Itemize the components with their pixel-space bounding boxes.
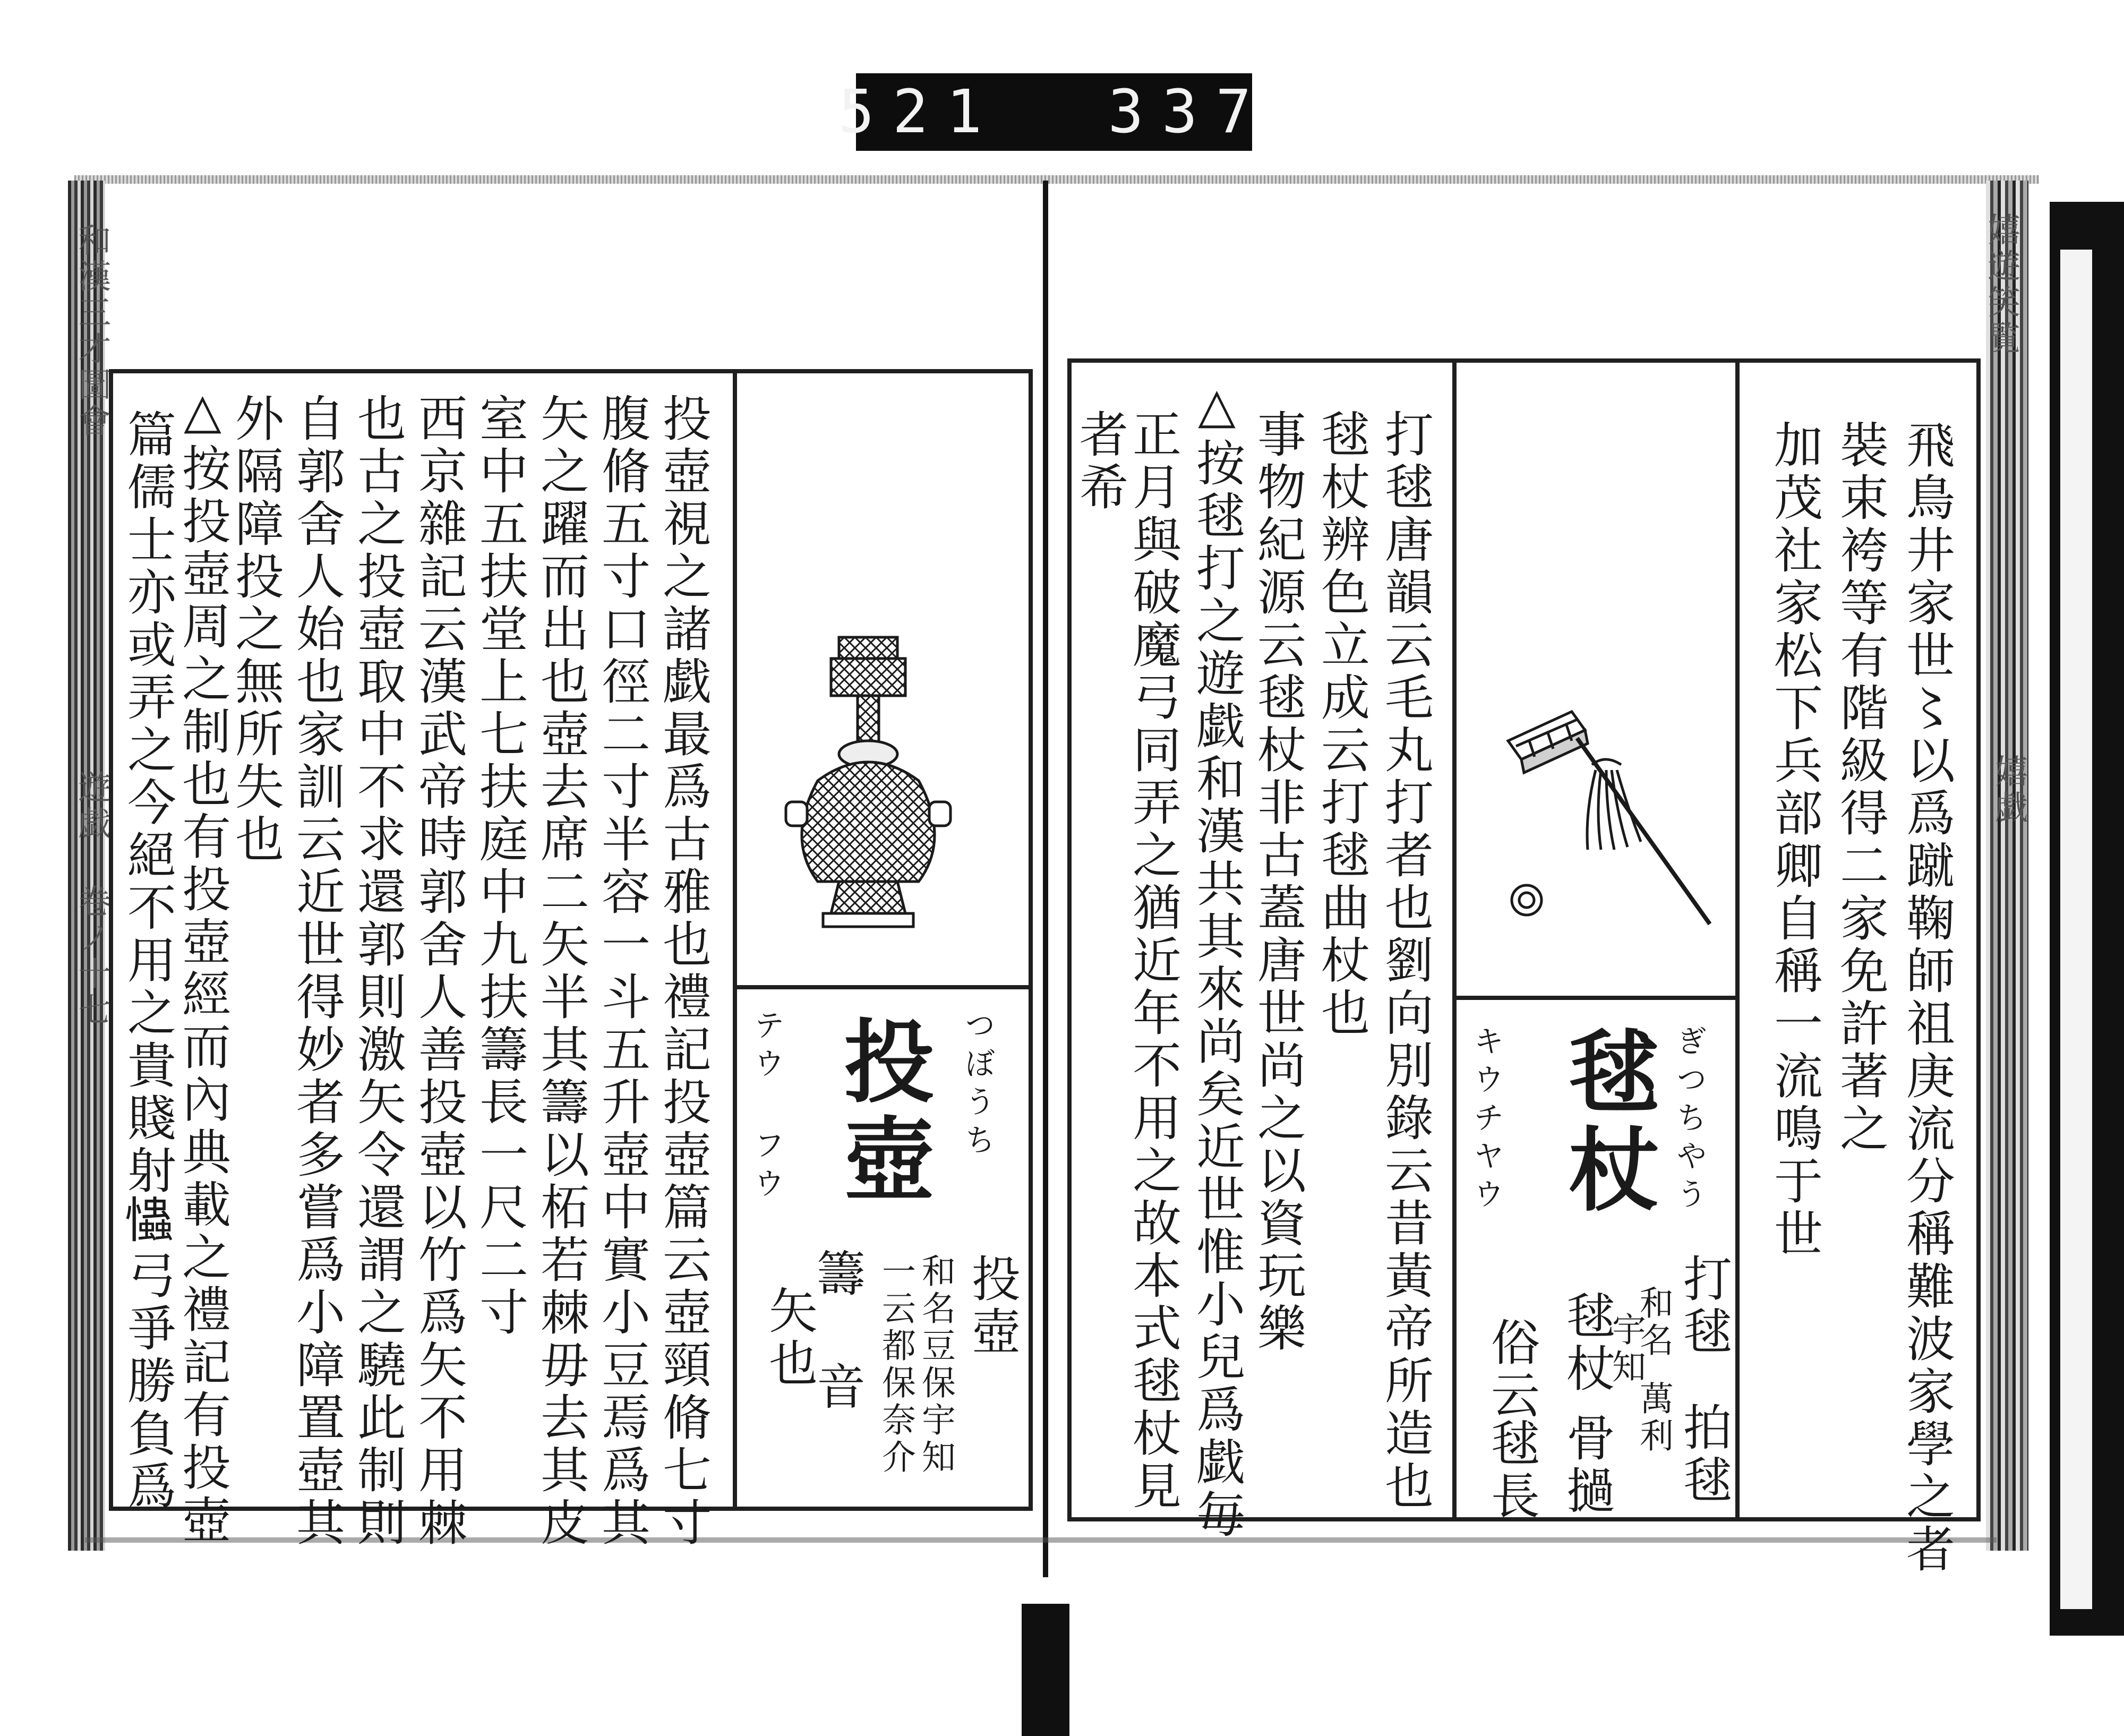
left-alias: 矢也 xyxy=(761,1285,818,1390)
right-alias: 毬杖 xyxy=(1558,1290,1615,1396)
right-entry-on-reading: キウチヤウ xyxy=(1468,1025,1504,1216)
right-body-line: 者希 xyxy=(1072,409,1128,514)
left-alias: 籌 音 xyxy=(809,1248,866,1414)
left-alias: 投壺 xyxy=(964,1253,1021,1358)
right-alias-small: 和名 xyxy=(1634,1285,1673,1359)
right-entry-box-left xyxy=(1452,358,1457,1521)
left-alias-small: 和名豆保宇知 xyxy=(916,1253,955,1476)
book-spine xyxy=(1043,181,1048,1577)
left-body-line: △按投壺周之制也有投壺經而內典載之禮記有投壺 xyxy=(174,382,231,1547)
left-body-line: 也古之投壺取中不求還郭則激矢令還謂之驍此制則 xyxy=(349,393,406,1550)
right-body-line: 事物紀源云毬杖非古蓋唐世尚之以資玩樂 xyxy=(1249,409,1306,1355)
right-top-text-divider xyxy=(1735,358,1740,1521)
right-alias-small: 宇知 xyxy=(1606,1312,1646,1386)
right-alias: 拍毬 xyxy=(1675,1402,1732,1507)
right-alias: 打毬 xyxy=(1675,1253,1732,1358)
right-margin-title: 嬉遊笑覧 xyxy=(1982,212,2021,357)
left-alias-small: 一云都保奈介 xyxy=(876,1253,915,1476)
right-entry-box-divider xyxy=(1452,996,1739,1000)
left-body-line: 投壺視之諸戯最爲古雅也禮記投壺篇云壺頸脩七寸 xyxy=(655,393,712,1550)
right-alias-small: 萬利 xyxy=(1634,1381,1673,1455)
left-body-line: 外隔障投之無所失也 xyxy=(227,393,284,866)
right-entry-heading: 毬杖 xyxy=(1553,1025,1659,1220)
right-alias: 俗云 xyxy=(1483,1317,1540,1422)
right-alias: 毬長 xyxy=(1483,1418,1540,1523)
right-body-line: 正月與破魔弓同弄之猶近年不用之故本式毬杖見 xyxy=(1125,409,1181,1513)
left-entry-kana-reading: つぼうち xyxy=(960,1009,996,1162)
right-entry-kana-reading: ぎつちやう xyxy=(1671,1025,1707,1216)
left-entry-box-left xyxy=(733,369,737,1511)
left-entry-box-divider xyxy=(733,985,1033,989)
left-body-line: 矢之躍而出也壺去席二矢半其籌以柘若棘毋去其皮 xyxy=(533,393,589,1550)
back-board-paper xyxy=(2060,250,2092,1609)
left-body-line: 西京雜記云漢武帝時郭舍人善投壺以竹爲矢不用棘 xyxy=(410,393,467,1550)
right-body-line: 打毬唐韻云毛丸打者也劉向別錄云昔黃帝所造也 xyxy=(1377,409,1434,1513)
right-margin-section: 嬉戯 xyxy=(1990,754,2028,826)
spine-binding-foot xyxy=(1022,1604,1069,1736)
right-body-line: 毬杖辨色立成云打毬曲杖也 xyxy=(1313,409,1370,1040)
right-top-text-line: 加茂社家松下兵部卿自稱一流鳴于世 xyxy=(1766,420,1823,1261)
left-margin-title: 和漢三才圖會 xyxy=(73,223,112,440)
left-entry-on-reading: テウ フウ xyxy=(749,1009,785,1205)
right-alias: 骨撾 xyxy=(1558,1413,1615,1518)
left-body-line: 自郭舍人始也家訓云近世得妙者多嘗爲小障置壺其 xyxy=(288,393,345,1550)
tsubo-vase-illustration xyxy=(775,627,966,945)
book-top-edge xyxy=(74,175,2039,184)
left-body-line: 腹脩五寸口徑二寸半容一斗五升壺中實小豆焉爲其 xyxy=(594,393,650,1550)
right-page-edge xyxy=(1982,181,2028,1551)
left-body-line: 篇儒士亦或弄之今絕不用之貴賤射𢥞弓爭勝負爲 xyxy=(119,409,176,1513)
right-top-text-line: 裝束袴等有階級得二家免許著之 xyxy=(1832,420,1889,1156)
catalogue-number: 521 337 xyxy=(838,78,1270,147)
gicho-mallet-illustration xyxy=(1497,690,1720,945)
left-body-line: 室中五扶堂上七扶庭中九扶籌長一尺二寸 xyxy=(472,393,528,1339)
right-top-text-line: 飛鳥井家世〻以爲蹴鞠師祖庚流分稱難波家學之者 xyxy=(1898,420,1955,1576)
left-margin-section: 遊戯 卷ノ十七 xyxy=(73,770,112,1029)
catalogue-number-label xyxy=(838,73,1270,151)
left-entry-heading: 投壺 xyxy=(828,1014,935,1210)
right-body-line: △按毬打之遊戯和漢共其來尚矣近世惟小兒爲戯毎 xyxy=(1188,377,1245,1542)
